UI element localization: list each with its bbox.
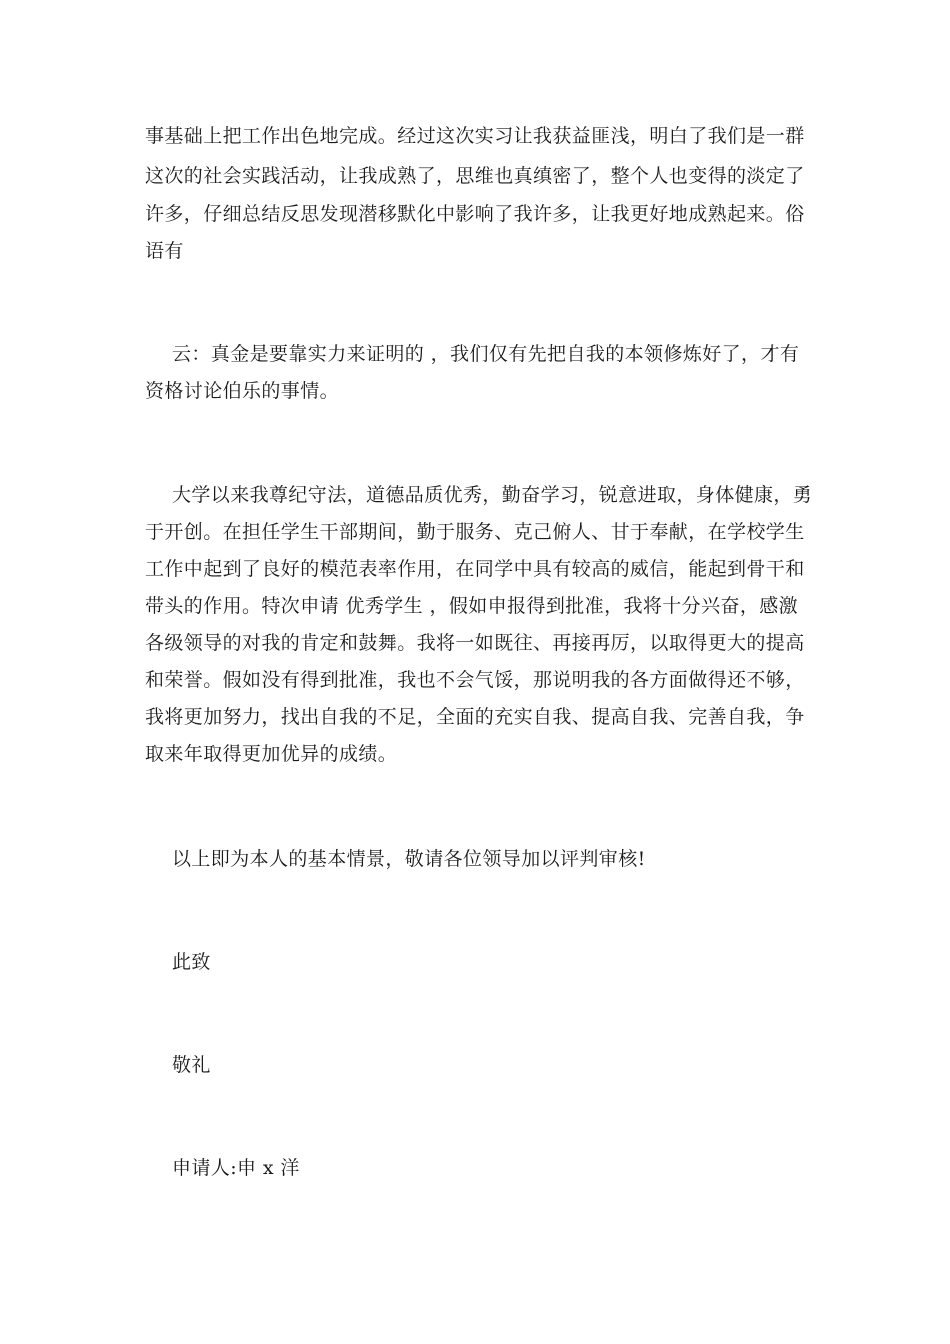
- text-line: 资格讨论伯乐的事情。: [145, 380, 340, 402]
- text-line: 事基础上把工作出色地完成。经过这次实习让我获益匪浅，明白了我们是一群: [145, 125, 805, 147]
- text-line: 我将更加努力，找出自我的不足，全面的充实自我、提高自我、完善自我，争: [145, 706, 805, 728]
- text-line: 于开创。在担任学生干部期间，勤于服务、克己俯人、甘于奉献，在学校学生: [145, 521, 805, 543]
- text-line: 取来年取得更加优异的成绩。: [145, 743, 398, 765]
- text-line: 带头的作用。特次申请 优秀学生 ，假如申报得到批准，我将十分兴奋，感激: [145, 595, 799, 617]
- summary-line: 以上即为本人的基本情景，敬请各位领导加以评判审核!: [172, 848, 646, 870]
- text-line: 许多，仔细总结反思发现潜移默化中影响了我许多，让我更好地成熟起来。俗: [145, 203, 805, 225]
- salutation-jingli: 敬礼: [172, 1054, 211, 1076]
- text-line: 语有: [145, 240, 184, 262]
- text-line: 工作中起到了良好的模范表率作用，在同学中具有较高的威信，能起到骨干和: [145, 558, 805, 580]
- applicant-signature: 申请人:申 x 洋: [172, 1157, 300, 1179]
- text-line: 各级领导的对我的肯定和鼓舞。我将一如既往、再接再厉，以取得更大的提高: [145, 632, 805, 654]
- text-line: 这次的社会实践活动，让我成熟了，思维也真缜密了，整个人也变得的淡定了: [145, 165, 805, 187]
- text-line: 大学以来我尊纪守法，道德品质优秀，勤奋学习，锐意进取，身体健康，勇: [172, 484, 813, 506]
- text-line: 云：真金是要靠实力来证明的 ，我们仅有先把自我的本领修炼好了，才有: [172, 343, 800, 365]
- text-line: 和荣誉。假如没有得到批准，我也不会气馁，那说明我的各方面做得还不够，: [145, 669, 805, 691]
- salutation-cizhi: 此致: [172, 951, 211, 973]
